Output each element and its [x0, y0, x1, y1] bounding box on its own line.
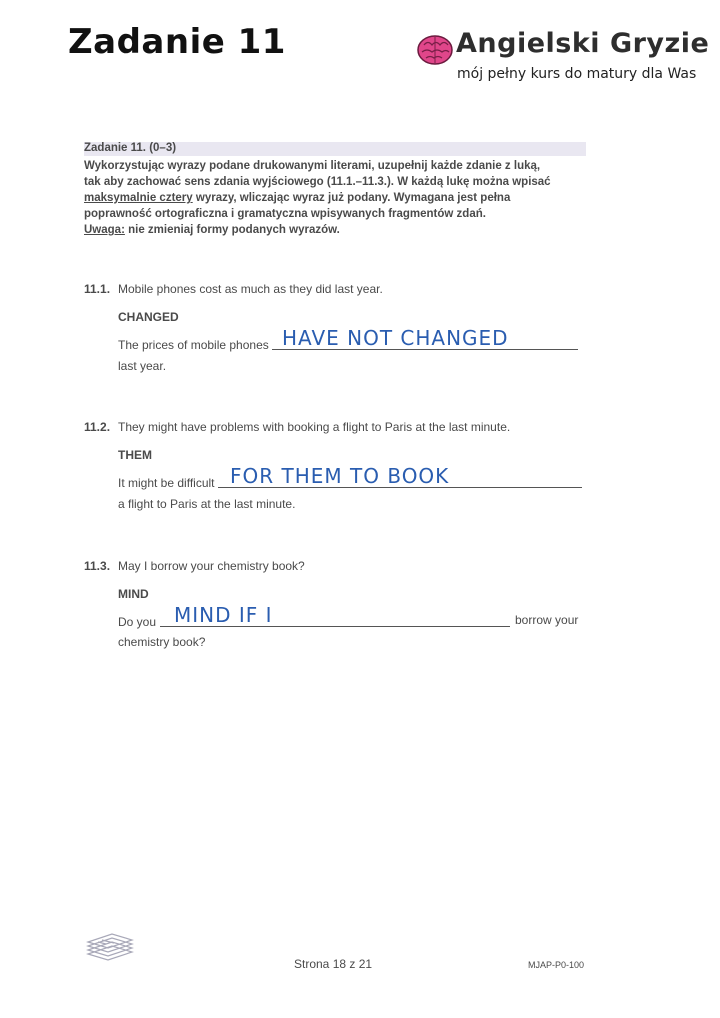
task-heading: Zadanie 11. (0–3) — [84, 142, 177, 154]
instruction-line: Wykorzystując wyrazy podane drukowanymi literami, uzupełnij każde zdanie z luką, — [84, 160, 541, 172]
instruction-note-label: Uwaga: — [84, 224, 125, 236]
instruction-emphasis: maksymalnie cztery — [84, 192, 193, 204]
document-code: MJAP-P0-100 — [528, 960, 585, 970]
instruction-line: tak aby zachować sens zdania wyjściowego (11.1.–11.3.). W każdą lukę można wpisać — [84, 176, 551, 188]
item-number: 11.3. — [84, 559, 111, 573]
brand-tagline: mój pełny kurs do matury dla Was — [457, 66, 697, 82]
item-prefix: It might be difficult — [118, 476, 215, 490]
item-suffix: a flight to Paris at the last minute. — [118, 497, 296, 511]
instruction-line: Uwaga: nie zmieniaj formy podanych wyrazów. — [84, 224, 340, 236]
brand-name: Angielski Gryzie — [456, 28, 710, 59]
item-sentence: They might have problems with booking a flight to Paris at the last minute. — [118, 420, 511, 434]
answer-handwriting[interactable]: MIND IF I — [174, 603, 273, 627]
item-sentence: Mobile phones cost as much as they did last year. — [118, 282, 383, 296]
instruction-line: maksymalnie cztery wyrazy, wliczając wyraz już podany. Wymagana jest pełna — [84, 192, 511, 204]
item-keyword: CHANGED — [118, 310, 179, 324]
answer-handwriting[interactable]: FOR THEM TO BOOK — [230, 464, 450, 488]
item-suffix: chemistry book? — [118, 635, 206, 649]
page-number: Strona 18 z 21 — [294, 957, 373, 971]
stacked-books-icon — [84, 930, 136, 966]
item-prefix: Do you — [118, 615, 157, 629]
item-keyword: THEM — [118, 448, 152, 462]
item-number: 11.1. — [84, 282, 111, 296]
item-suffix: last year. — [118, 359, 167, 373]
item-number: 11.2. — [84, 420, 111, 434]
page-title: Zadanie 11 — [68, 22, 286, 62]
instruction-line: poprawność ortograficzna i gramatyczna wpisywanych fragmentów zdań. — [84, 208, 486, 220]
item-prefix: The prices of mobile phones — [118, 338, 269, 352]
item-sentence: May I borrow your chemistry book? — [118, 559, 305, 573]
brain-icon — [416, 33, 454, 67]
task-instructions — [84, 158, 594, 238]
item-suffix-inline: borrow your — [515, 613, 579, 627]
item-keyword: MIND — [118, 587, 149, 601]
answer-handwriting[interactable]: HAVE NOT CHANGED — [282, 326, 509, 350]
